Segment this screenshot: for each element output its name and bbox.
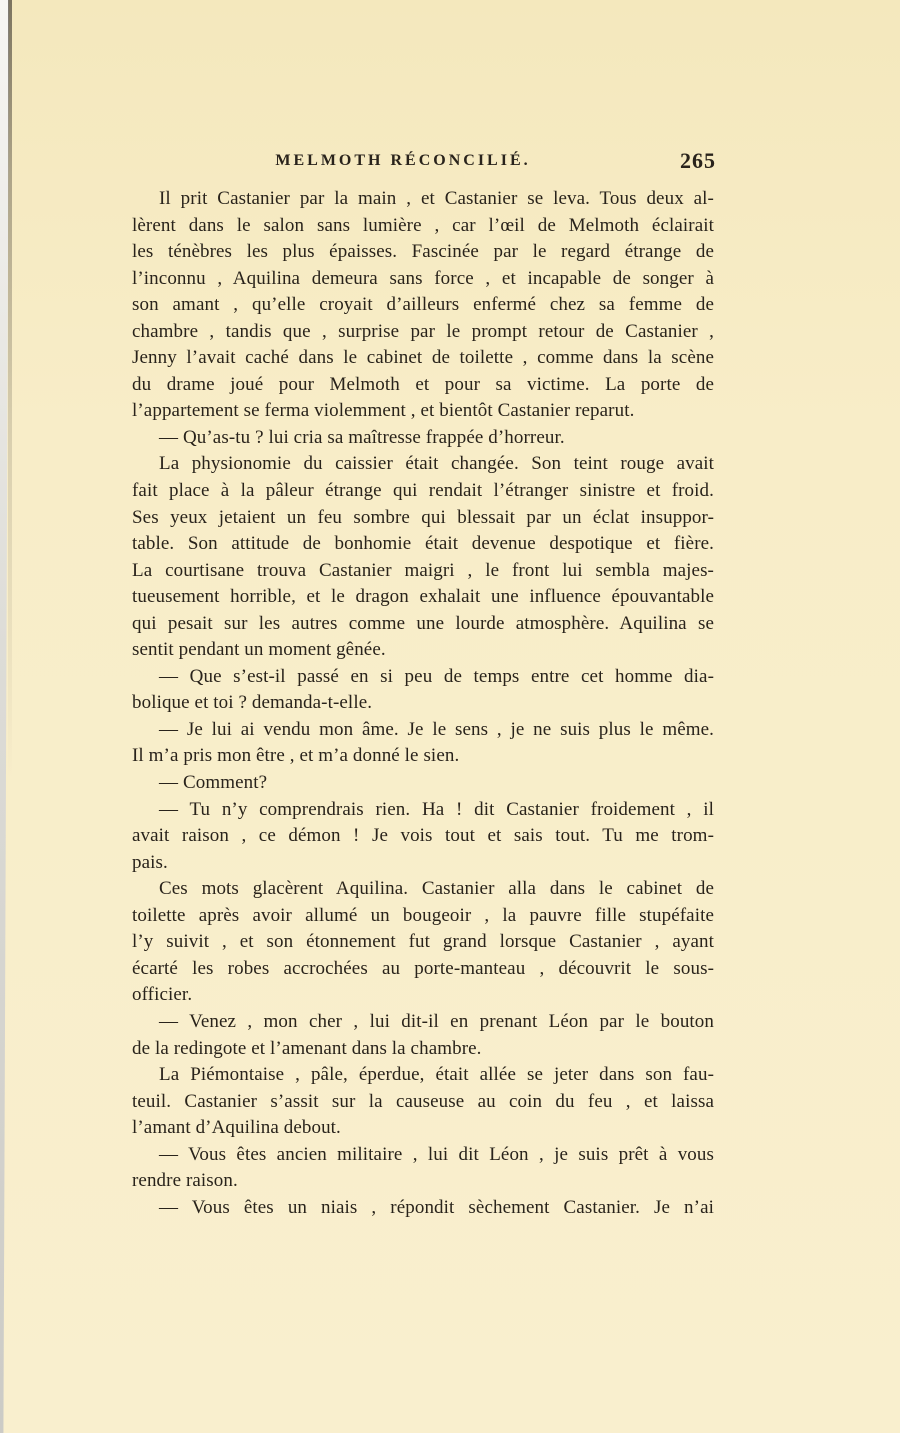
text-line: — Vous êtes un niais , répondit sèchement Castanier. Je n’ai <box>159 1196 714 1218</box>
text-line: — Tu n’y comprendrais rien. Ha ! dit Castanier froidement , il <box>159 798 714 820</box>
running-head <box>132 148 716 178</box>
text-line: tueusement horrible, et le dragon exhalait une influence épouvantable <box>132 586 714 608</box>
text-line: officier. <box>132 984 193 1006</box>
text-line: pais. <box>132 851 168 873</box>
text-line: l’amant d’Aquilina debout. <box>132 1117 341 1139</box>
text-line: Jenny l’avait caché dans le cabinet de toilette , comme dans la scène <box>132 347 714 369</box>
text-line: Ses yeux jetaient un feu sombre qui blessait par un éclat insuppor- <box>132 506 714 528</box>
text-line: écarté les robes accrochées au porte-manteau , découvrit le sous- <box>132 957 714 979</box>
text-line: toilette après avoir allumé un bougeoir , la pauvre fille stupéfaite <box>132 904 714 926</box>
text-line: teuil. Castanier s’assit sur la causeuse au coin du feu , et laissa <box>132 1090 714 1112</box>
text-line: fait place à la pâleur étrange qui rendait l’étranger sinistre et froid. <box>132 480 714 502</box>
text-line: Ces mots glacèrent Aquilina. Castanier alla dans le cabinet de <box>159 878 714 900</box>
text-line: Il m’a pris mon être , et m’a donné le sien. <box>132 745 460 767</box>
text-line: — Comment? <box>159 772 268 794</box>
text-line: son amant , qu’elle croyait d’ailleurs enfermé chez sa femme de <box>132 294 714 316</box>
text-line: chambre , tandis que , surprise par le prompt retour de Castanier , <box>132 320 714 342</box>
text-line: Il prit Castanier par la main , et Castanier se leva. Tous deux al- <box>159 188 714 209</box>
running-title: MELMOTH RÉCONCILIÉ. <box>275 152 531 169</box>
text-line: — Venez , mon cher , lui dit-il en prenant Léon par le bouton <box>159 1010 714 1032</box>
text-line: l’inconnu , Aquilina demeura sans force , et incapable de songer à <box>132 267 714 289</box>
text-line: La physionomie du caissier était changée. Son teint rouge avait <box>159 453 714 475</box>
text-line: lèrent dans le salon sans lumière , car l’œil de Melmoth éclairait <box>132 214 714 236</box>
text-line: du drame joué pour Melmoth et pour sa victime. La porte de <box>132 373 714 395</box>
page-edge-shadow <box>8 0 12 780</box>
text-line: l’appartement se ferma violemment , et bientôt Castanier reparut. <box>132 400 635 422</box>
text-line: table. Son attitude de bonhomie était devenue despotique et fière. <box>132 533 714 555</box>
text-line: La courtisane trouva Castanier maigri , le front lui sembla majes- <box>132 559 714 581</box>
text-line: avait raison , ce démon ! Je vois tout et sais tout. Tu me trom- <box>132 825 714 847</box>
text-line: de la redingote et l’amenant dans la chambre. <box>132 1037 482 1059</box>
text-line: sentit pendant un moment gênée. <box>132 639 386 661</box>
text-line: qui pesait sur les autres comme une lourde atmosphère. Aquilina se <box>132 612 714 634</box>
text-line: — Qu’as-tu ? lui cria sa maîtresse frappée d’horreur. <box>159 426 565 448</box>
text-line: La Piémontaise , pâle, éperdue, était allée se jeter dans son fau- <box>159 1064 714 1086</box>
text-line: rendre raison. <box>132 1170 238 1192</box>
text-line: l’y suivit , et son étonnement fut grand lorsque Castanier , ayant <box>132 931 714 953</box>
text-line: — Vous êtes ancien militaire , lui dit Léon , je suis prêt à vous <box>159 1143 714 1165</box>
page-text-block <box>132 186 714 1221</box>
text-line: — Que s’est-il passé en si peu de temps entre cet homme dia- <box>159 665 714 687</box>
page-number: 265 <box>680 148 716 173</box>
text-line: — Je lui ai vendu mon âme. Je le sens , je ne suis plus le même. <box>159 718 714 740</box>
text-line: les ténèbres les plus épaisses. Fascinée par le regard étrange de <box>132 241 714 263</box>
text-line: bolique et toi ? demanda-t-elle. <box>132 692 373 714</box>
